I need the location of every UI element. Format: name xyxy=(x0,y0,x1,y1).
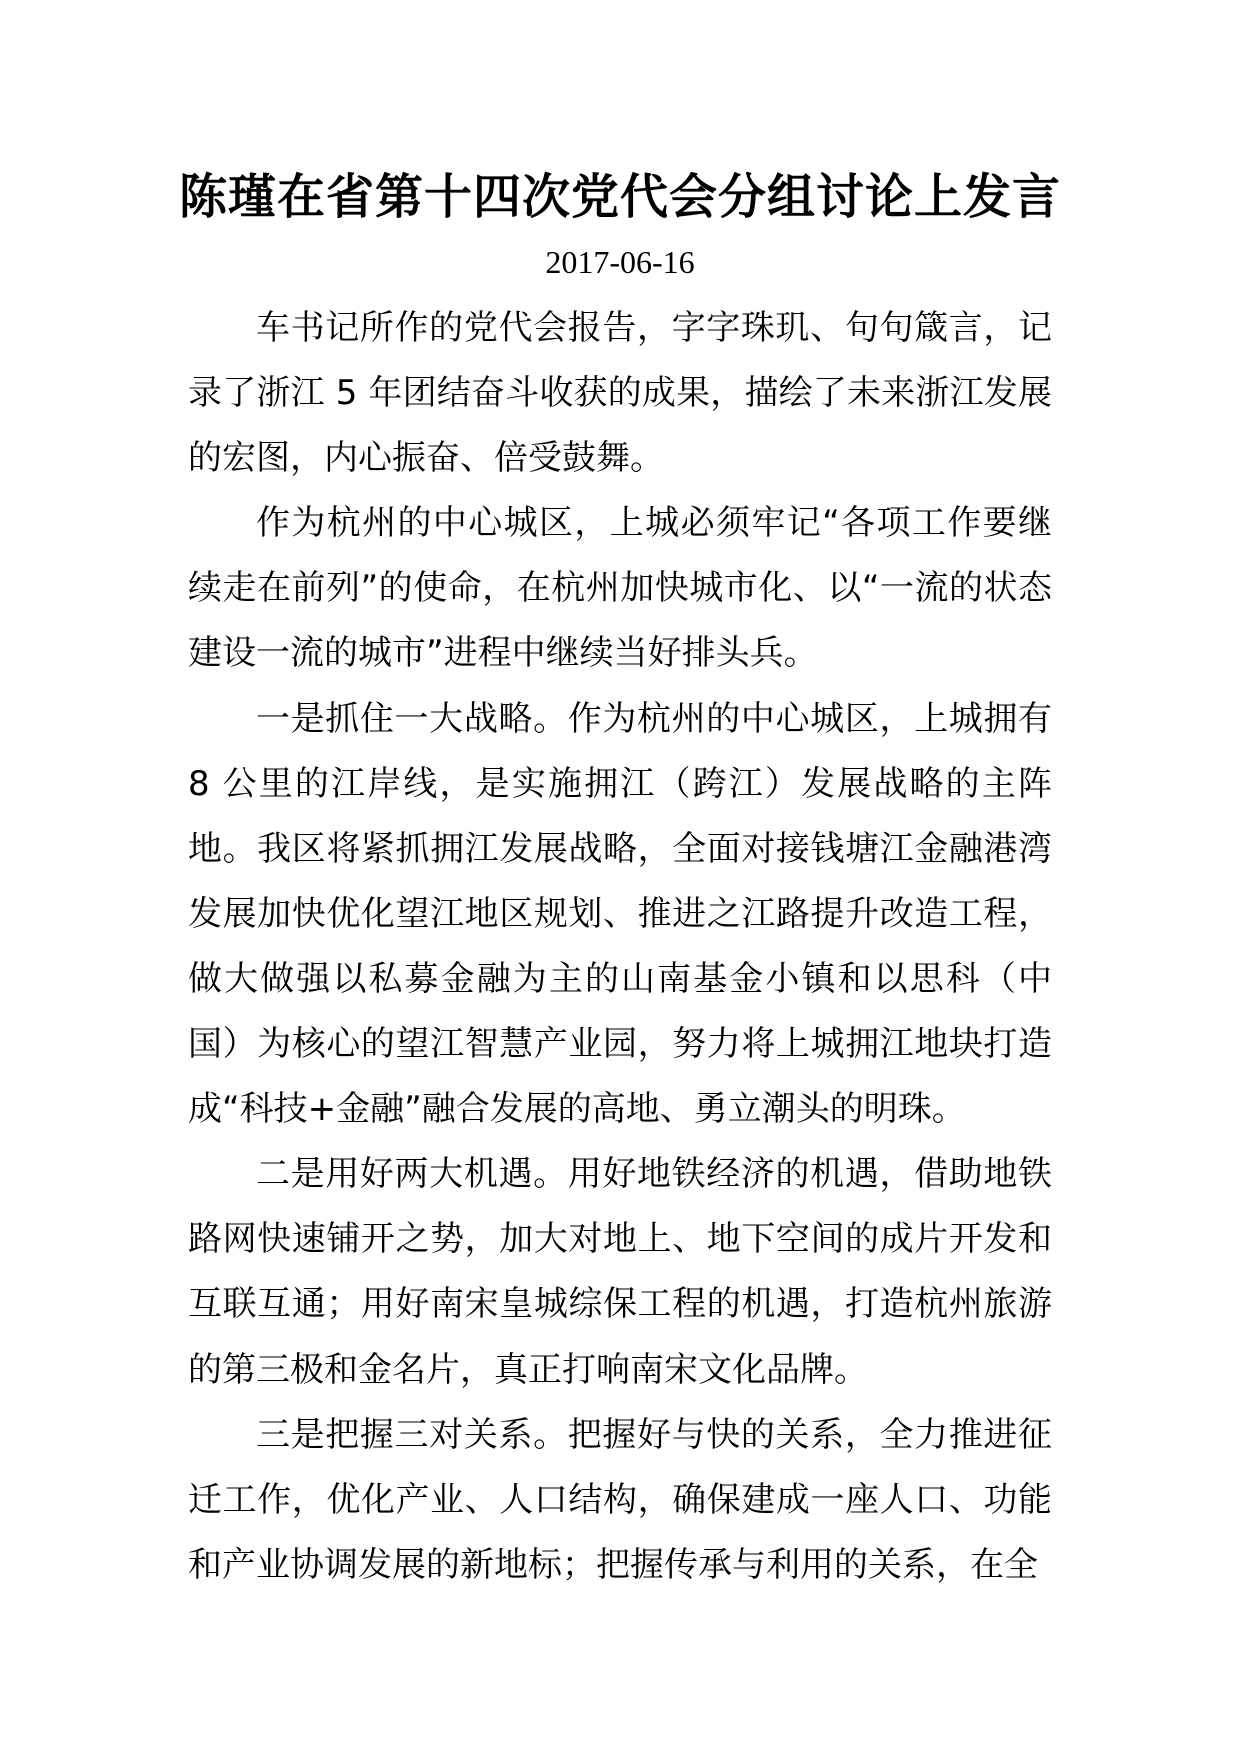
paragraph-5: 三是把握三对关系。把握好与快的关系，全力推进征迁工作，优化产业、人口结构，确保建成一座人口、功能和产业协调发展的新地标；把握传承与利用的关系，在全 xyxy=(188,1414,1052,1585)
document-title: 陈瑾在省第十四次党代会分组讨论上发言 xyxy=(178,169,1061,225)
document-body xyxy=(188,296,1052,1598)
paragraph-2: 作为杭州的中心城区，上城必须牢记“各项工作要继续走在前列”的使命，在杭州加快城市化、以“一流的状态建设一流的城市”进程中继续当好排头兵。 xyxy=(188,503,1052,674)
paragraph-4: 二是用好两大机遇。用好地铁经济的机遇，借助地铁路网快速铺开之势，加大对地上、地下空间的成片开发和互联互通；用好南宋皇城综保工程的机遇，打造杭州旅游的第三极和金名片，真正打响南宋文化品牌。 xyxy=(188,1154,1052,1390)
document-date: 2017-06-16 xyxy=(545,244,695,280)
paragraph-3: 一是抓住一大战略。作为杭州的中心城区，上城拥有 8 公里的江岸线，是实施拥江（跨江）发展战略的主阵地。我区将紧抓拥江发展战略，全面对接钱塘江金融港湾发展加快优化望江地区规划、推进之江路提升改造工程，做大做强以私募金融为主的山南基金小镇和以思科（中国）为核心的望江智慧产业园，努力将上城拥江地块打造成“科技+金融”融合发展的高地、勇立潮头的明珠。 xyxy=(188,698,1052,1130)
paragraph-1: 车书记所作的党代会报告，字字珠玑、句句箴言，记录了浙江 5 年团结奋斗收获的成果，描绘了未来浙江发展的宏图，内心振奋、倍受鼓舞。 xyxy=(188,308,1052,479)
